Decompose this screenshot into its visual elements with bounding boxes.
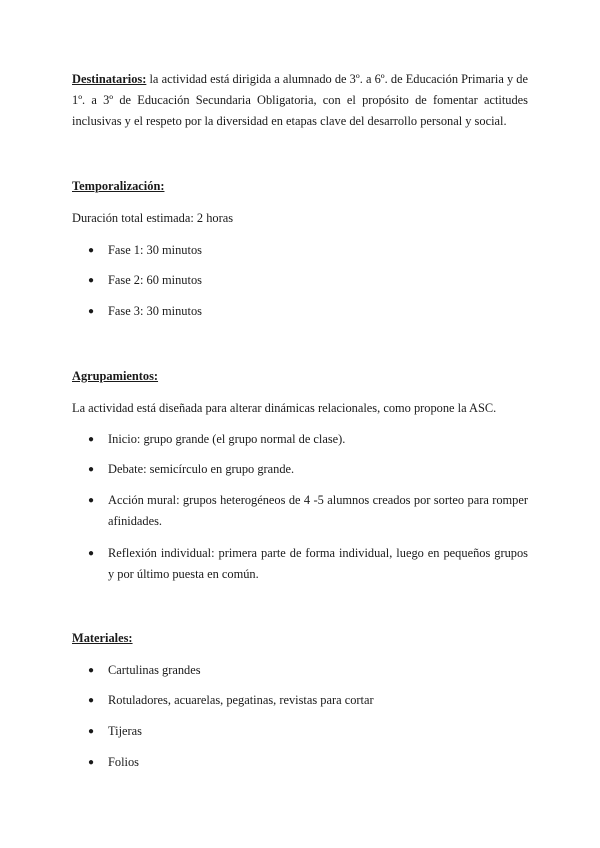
list-item xyxy=(88,690,528,711)
list-item-text: Tijeras xyxy=(108,724,142,738)
destinatarios-paragraph xyxy=(72,69,528,132)
list-item-text: Fase 3: 30 minutos xyxy=(108,304,202,318)
temporalizacion-heading: Temporalización: xyxy=(72,179,165,193)
bullet-icon: ● xyxy=(88,306,95,317)
list-item xyxy=(88,752,528,773)
agrupamientos-intro: La actividad está diseñada para alterar dinámicas relacionales, como propone la ASC. xyxy=(72,401,497,415)
bullet-icon: ● xyxy=(88,757,95,768)
agrupamientos-heading: Agrupamientos: xyxy=(72,369,159,383)
bullet-icon: ● xyxy=(88,726,95,737)
list-item xyxy=(88,429,528,450)
list-item xyxy=(88,459,528,480)
destinatarios-text: la actividad está dirigida a alumnado de 3º. a 6º. de Educación Primaria y de 1º. a 3º de Educación Secundaria Obligatoria, con el propósito de fomentar actitudes inclusivas y el respeto por la diversidad en etapas clave del desarrollo personal y social. xyxy=(72,72,528,128)
list-item-text: Fase 2: 60 minutos xyxy=(108,273,202,287)
list-item-text: Rotuladores, acuarelas, pegatinas, revistas para cortar xyxy=(108,693,374,707)
bullet-icon: ● xyxy=(88,275,95,286)
destinatarios-label: Destinatarios: xyxy=(72,72,147,86)
bullet-icon: ● xyxy=(88,434,95,445)
list-item-text: Folios xyxy=(108,755,139,769)
list-item-text: Fase 1: 30 minutos xyxy=(108,243,202,257)
list-item xyxy=(88,240,528,261)
list-item xyxy=(88,721,528,742)
bullet-icon: ● xyxy=(88,695,95,706)
list-item-text: Cartulinas grandes xyxy=(108,663,201,677)
list-item-text: Inicio: grupo grande (el grupo normal de clase). xyxy=(108,432,346,446)
list-item xyxy=(88,660,528,681)
list-item xyxy=(88,270,528,291)
list-item-text: Debate: semicírculo en grupo grande. xyxy=(108,462,295,476)
list-item-text: Reflexión individual: primera parte de forma individual, luego en pequeños grupos y por último puesta en común. xyxy=(108,546,528,581)
bullet-icon: ● xyxy=(88,548,95,559)
bullet-icon: ● xyxy=(88,665,95,676)
bullet-icon: ● xyxy=(88,245,95,256)
bullet-icon: ● xyxy=(88,495,95,506)
materiales-heading: Materiales: xyxy=(72,631,133,645)
temporalizacion-intro: Duración total estimada: 2 horas xyxy=(72,211,234,225)
list-item xyxy=(88,543,528,585)
list-item xyxy=(88,301,528,322)
list-item-text: Acción mural: grupos heterogéneos de 4 -5 alumnos creados por sorteo para romper afinidades. xyxy=(108,493,528,528)
bullet-icon: ● xyxy=(88,464,95,475)
list-item xyxy=(88,490,528,532)
